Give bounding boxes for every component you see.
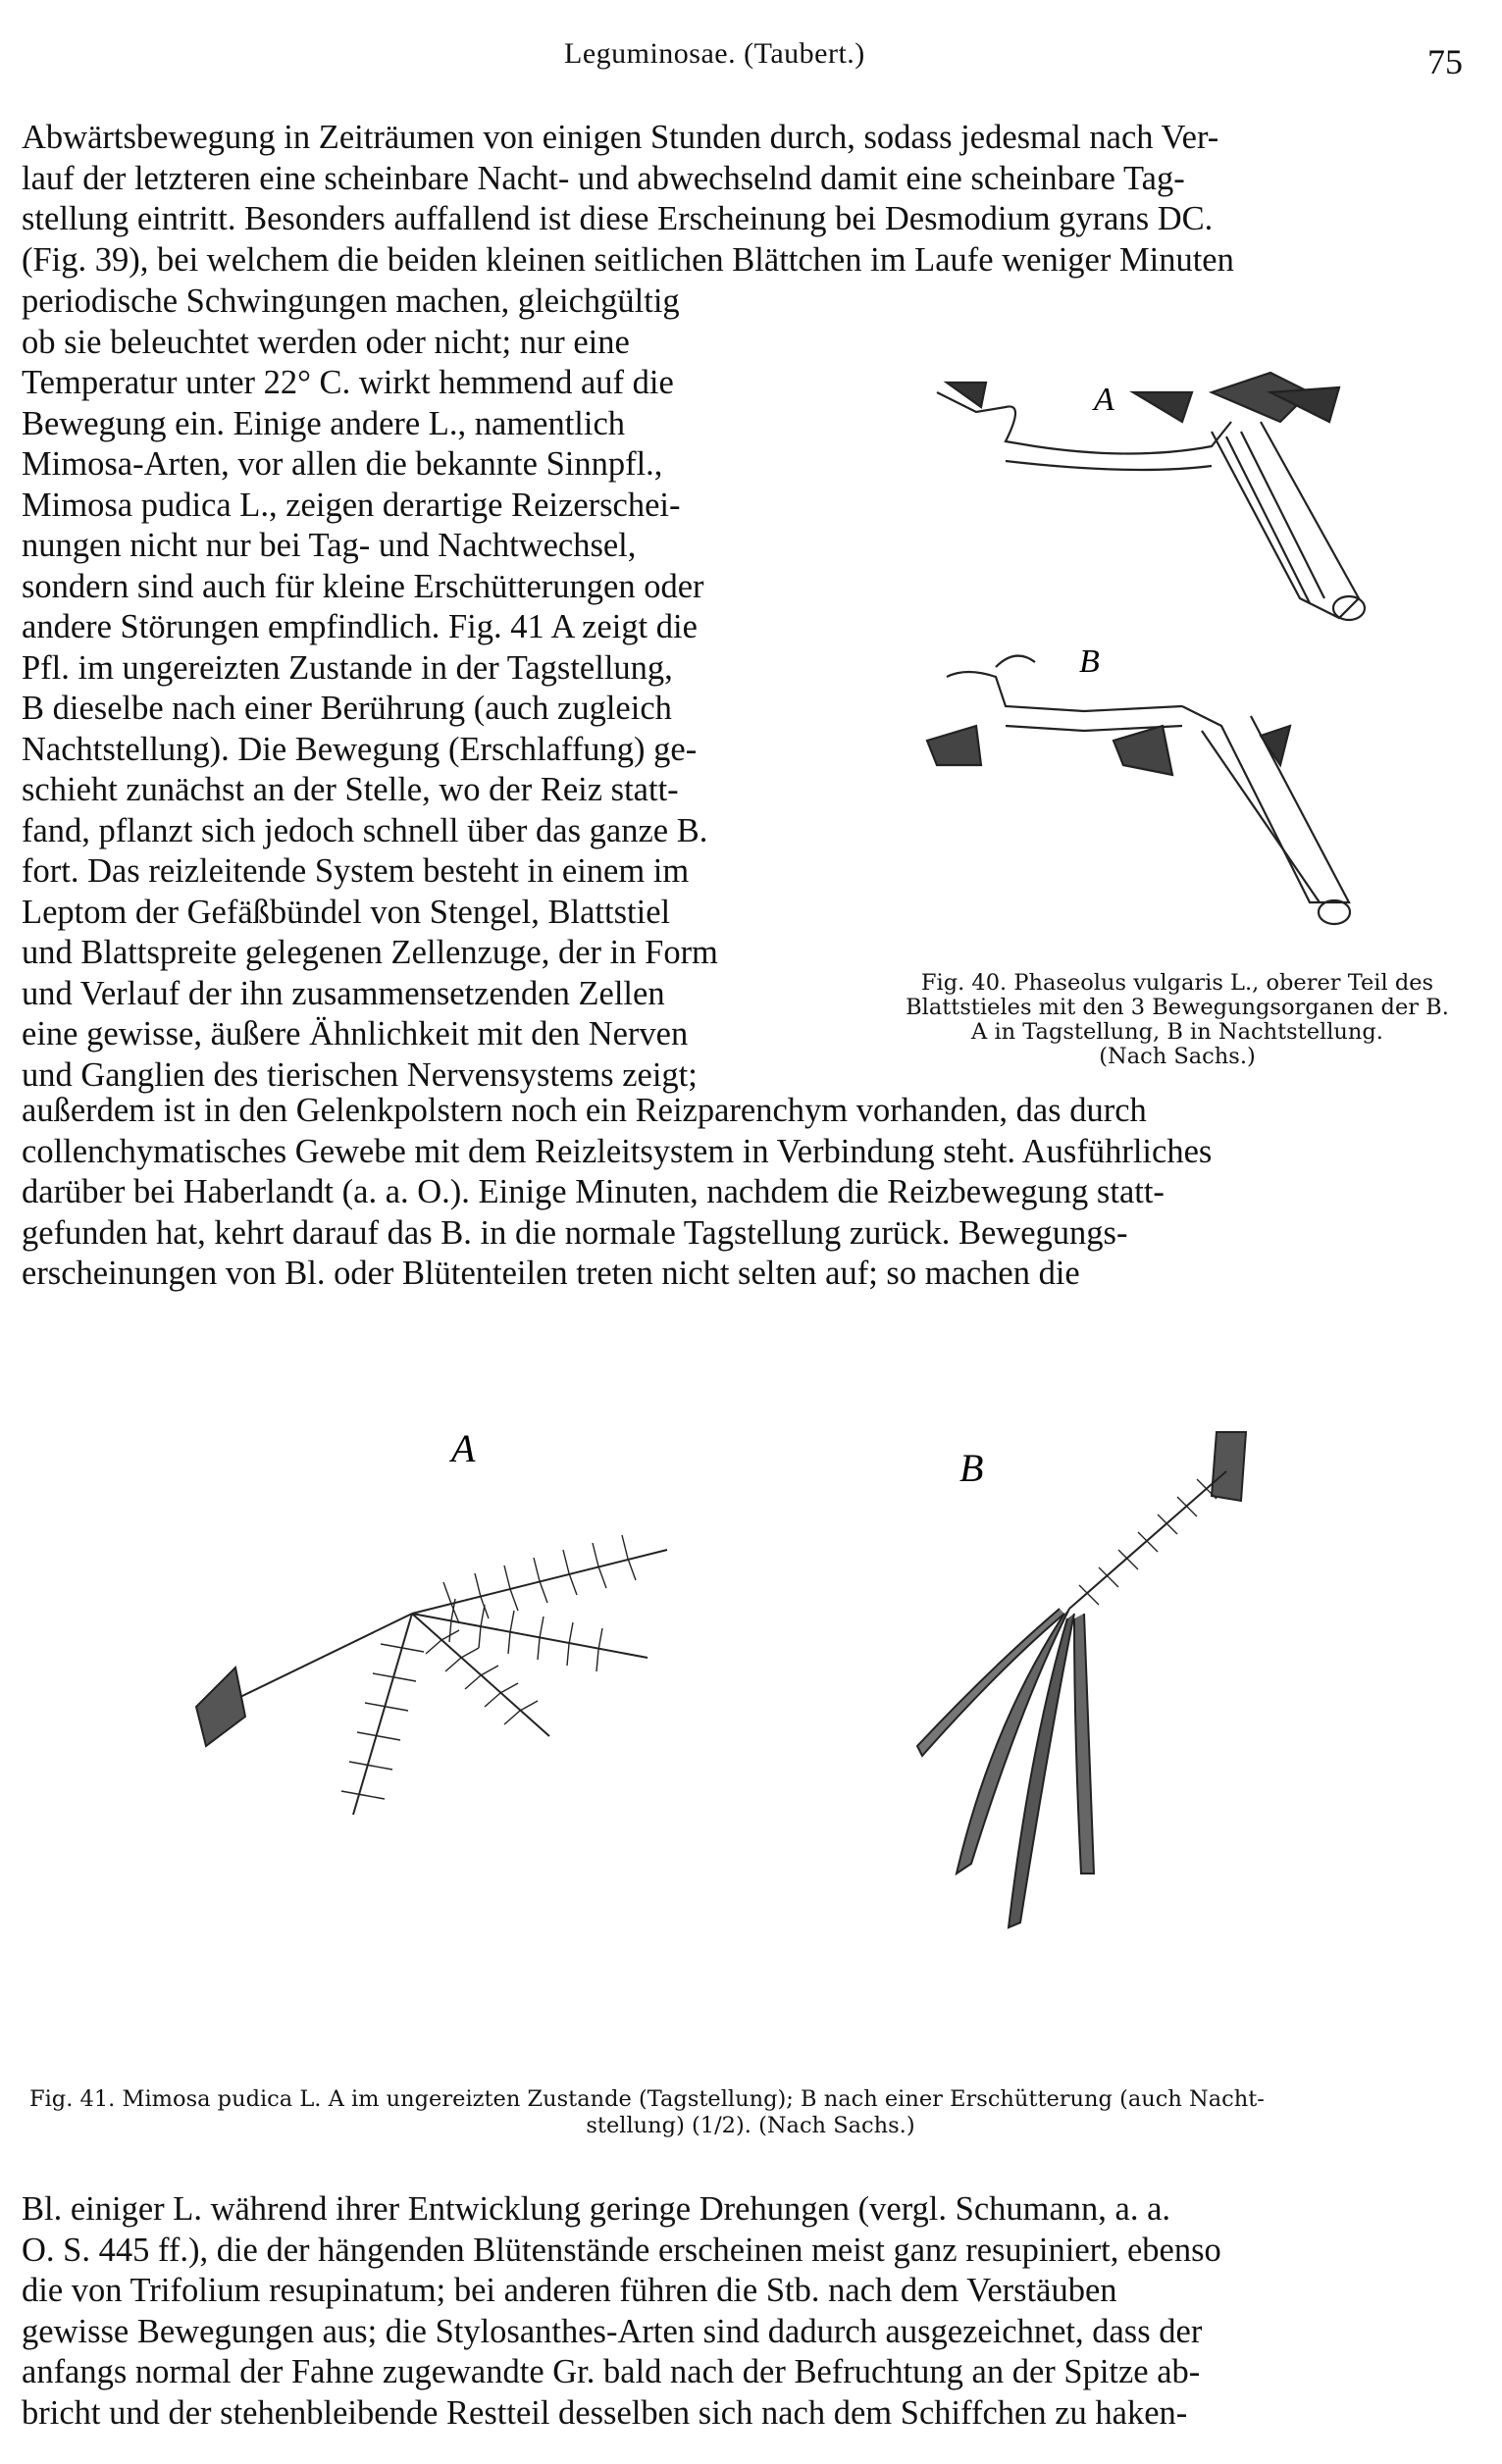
text-line: Mimosa pudica L., zeigen derartige Reizerschei- <box>22 486 681 524</box>
caption-line: (Nach Sachs.) <box>1099 1044 1256 1069</box>
text-line: lauf der letzteren eine scheinbare Nacht- und abwechselnd damit eine scheinbare Tag- <box>22 159 1185 197</box>
text-line: nungen nicht nur bei Tag- und Nachtwechsel, <box>22 527 637 564</box>
figure-40-label-a: A <box>1094 382 1114 418</box>
text-line: anfangs normal der Fahne zugewandte Gr. bald nach der Befruchtung an der Spitze ab- <box>22 2353 1201 2390</box>
text-line: fand, pflanzt sich jedoch schnell über das ganze B. <box>22 811 708 849</box>
text-line: fort. Das reizleitende System besteht in einem im <box>22 852 690 890</box>
text-line: und Blattspreite gelegenen Zellenzuge, der in Form <box>22 934 718 971</box>
text-line: ob sie beleuchtet werden oder nicht; nur eine <box>22 323 630 361</box>
text-line: erscheinungen von Bl. oder Blütenteilen treten nicht selten auf; so machen die <box>22 1255 1080 1292</box>
text-line: schieht zunächst an der Stelle, wo der Reiz statt- <box>22 771 679 808</box>
figure-41-label-b: B <box>959 1446 984 1490</box>
text-line: Mimosa-Arten, vor allen die bekannte Sinnpfl., <box>22 445 663 483</box>
text-line: außerdem ist in den Gelenkpolstern noch ein Reizparenchym vorhanden, das durch <box>22 1092 1147 1129</box>
text-line: Pfl. im ungereizten Zustande in der Tagstellung, <box>22 648 673 687</box>
paragraph-1 <box>22 118 1472 281</box>
text-line: Bewegung ein. Einige andere L., namentlich <box>22 404 626 442</box>
figure-40-label-b: B <box>1079 643 1100 680</box>
text-line: gefunden hat, kehrt darauf das B. in die normale Tagstellung zurück. Bewegungs- <box>22 1213 1128 1252</box>
figure-41-caption <box>29 2086 1472 2139</box>
running-head: Leguminosae. (Taubert.) <box>564 37 865 70</box>
text-line: O. S. 445 ff.), die der hängenden Blütenstände erscheinen meist ganz resupiniert, ebenso <box>22 2231 1221 2269</box>
figure-40-caption <box>883 971 1472 1069</box>
text-line: Abwärtsbewegung in Zeiträumen von einigen Stunden durch, sodass jedesmal nach Ver- <box>22 119 1219 156</box>
text-line: und Verlauf der ihn zusammensetzenden Zellen <box>22 974 665 1012</box>
text-line: andere Störungen empfindlich. Fig. 41 A zeigt die <box>22 608 698 645</box>
caption-line: Blattstieles mit den 3 Bewegungsorganen der B. <box>906 995 1449 1020</box>
text-line: collenchymatisches Gewebe mit dem Reizleitsystem in Verbindung steht. Ausführliches <box>22 1132 1213 1170</box>
text-line: Leptom der Gefäßbündel von Stengel, Blattstiel <box>22 893 671 931</box>
text-line: und Ganglien des tierischen Nervensystems zeigt; <box>22 1055 698 1094</box>
text-line: darüber bei Haberlandt (a. a. O.). Einige Minuten, nachdem die Reizbewegung statt- <box>22 1173 1165 1210</box>
caption-line: A in Tagstellung, B in Nachtstellung. <box>971 1019 1383 1045</box>
figure-41-illustration <box>157 1412 1383 2011</box>
text-line: periodische Schwingungen machen, gleichgültig <box>22 282 680 320</box>
page-number: 75 <box>1427 42 1463 81</box>
figure-40-illustration <box>888 353 1476 961</box>
caption-line: Fig. 40. Phaseolus vulgaris L., oberer Teil des <box>920 970 1434 996</box>
text-line: (Fig. 39), bei welchem die beiden kleinen seitlichen Blättchen im Laufe weniger Minuten <box>22 240 1234 279</box>
text-line: bricht und der stehenbleibende Restteil desselben sich nach dem Schiffchen zu haken- <box>22 2393 1188 2432</box>
text-line: sondern sind auch für kleine Erschütterungen oder <box>22 567 704 605</box>
text-line: eine gewisse, äußere Ähnlichkeit mit den Nerven <box>22 1015 689 1052</box>
text-line: B dieselbe nach einer Berührung (auch zugleich <box>22 690 672 727</box>
paragraph-4 <box>22 2189 1472 2434</box>
caption-line: stellung) (1/2). (Nach Sachs.) <box>586 2113 915 2138</box>
text-line: gewisse Bewegungen aus; die Stylosanthes-Arten sind dadurch ausgezeichnet, dass der <box>22 2312 1203 2350</box>
text-line: die von Trifolium resupinatum; bei anderen führen die Stb. nach dem Verstäuben <box>22 2272 1117 2309</box>
text-line: Temperatur unter 22° C. wirkt hemmend auf die <box>22 364 674 401</box>
text-line: Bl. einiger L. während ihrer Entwicklung geringe Drehungen (vergl. Schumann, a. a. <box>22 2190 1171 2228</box>
figure-41-label-a: A <box>451 1426 476 1470</box>
paragraph-3 <box>22 1091 1472 1295</box>
caption-line: Fig. 41. Mimosa pudica L. A im ungereizten Zustande (Tagstellung); B nach einer Erschütterung (auch Nacht- <box>29 2086 1265 2112</box>
paragraph-2 <box>22 282 846 1096</box>
page-header <box>0 37 1502 86</box>
text-line: Nachtstellung). Die Bewegung (Erschlaffung) ge- <box>22 730 698 768</box>
text-line: stellung eintritt. Besonders auffallend ist diese Erscheinung bei Desmodium gyrans DC. <box>22 200 1214 237</box>
